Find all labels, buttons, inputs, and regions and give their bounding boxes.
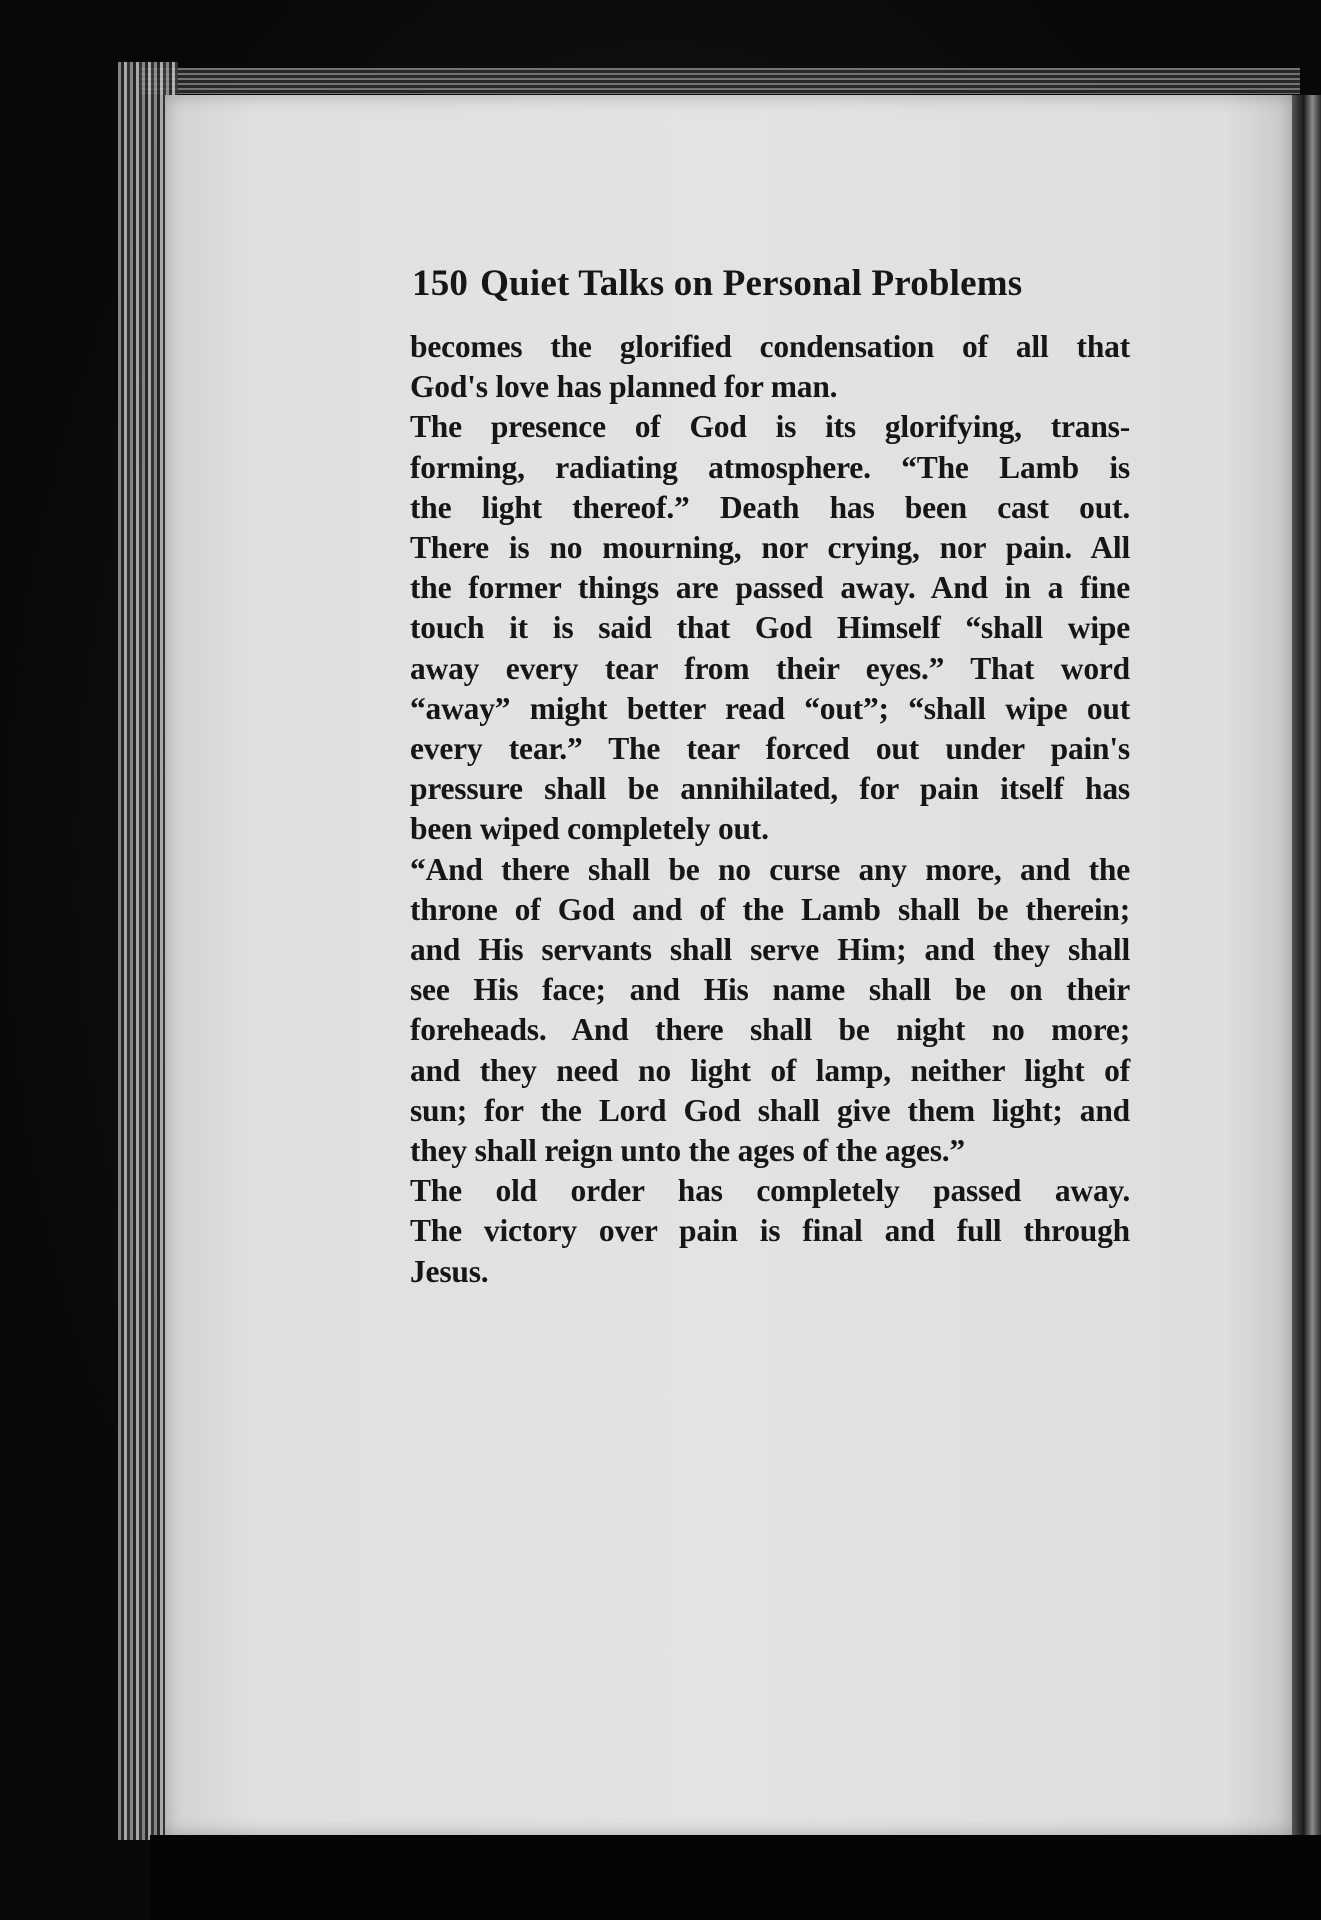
- text-line: The old order has completely passed away.: [410, 1173, 1130, 1209]
- book-gutter: [1292, 95, 1321, 1835]
- text-line: “away” might better read “out”; “shall wipe out: [410, 690, 1130, 726]
- paragraph-3: [410, 850, 1130, 1172]
- page-text: [410, 262, 1130, 1292]
- paragraph-4: [410, 1171, 1130, 1292]
- text-line: God's love has planned for man.: [410, 369, 838, 405]
- text-line: and they need no light of lamp, neither light of: [410, 1052, 1130, 1088]
- page-number: 150: [412, 263, 469, 304]
- text-line: the former things are passed away. And in a fine: [410, 570, 1130, 606]
- text-line: foreheads. And there shall be night no more;: [410, 1012, 1130, 1048]
- paragraph-1: [410, 327, 1130, 407]
- text-line: “And there shall be no curse any more, and the: [410, 851, 1130, 887]
- text-line: they shall reign unto the ages of the ages.”: [410, 1133, 965, 1169]
- text-line: pressure shall be annihilated, for pain itself has: [410, 771, 1130, 807]
- text-line: becomes the glorified condensation of all that: [410, 329, 1130, 364]
- text-line: see His face; and His name shall be on their: [410, 972, 1130, 1008]
- text-line: every tear.” The tear forced out under pain's: [410, 731, 1130, 767]
- page-top-edge: [140, 68, 1300, 94]
- bottom-shadow: [150, 1835, 1321, 1920]
- text-line: been wiped completely out.: [410, 811, 769, 847]
- text-line: There is no mourning, nor crying, nor pain. All: [410, 530, 1130, 566]
- text-line: the light thereof.” Death has been cast out.: [410, 489, 1130, 525]
- text-line: throne of God and of the Lamb shall be therein;: [410, 891, 1130, 927]
- text-line: and His servants shall serve Him; and they shall: [410, 932, 1130, 968]
- running-header: [412, 262, 1130, 305]
- text-line: sun; for the Lord God shall give them light; and: [410, 1092, 1130, 1128]
- running-title: Quiet Talks on Personal Problems: [480, 263, 1023, 304]
- paragraph-2: [410, 407, 1130, 849]
- text-line: touch it is said that God Himself “shall wipe: [410, 610, 1130, 646]
- text-line: The victory over pain is final and full through: [410, 1213, 1130, 1249]
- text-line: Jesus.: [410, 1253, 489, 1289]
- text-line: forming, radiating atmosphere. “The Lamb is: [410, 449, 1130, 485]
- text-line: away every tear from their eyes.” That word: [410, 650, 1130, 686]
- text-line: The presence of God is its glorifying, trans-: [410, 409, 1130, 445]
